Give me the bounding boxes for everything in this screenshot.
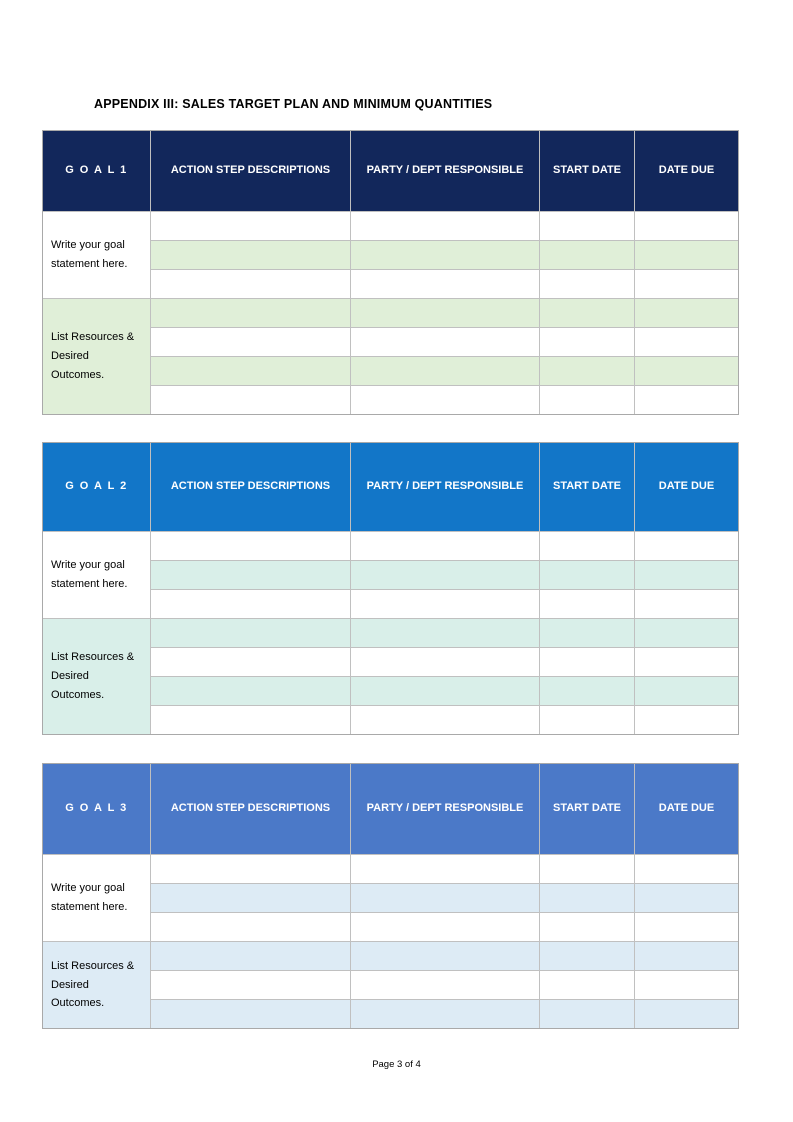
empty-cell[interactable] bbox=[151, 211, 351, 240]
empty-cell[interactable] bbox=[351, 999, 540, 1028]
empty-cell[interactable] bbox=[351, 327, 540, 356]
empty-cell[interactable] bbox=[151, 970, 351, 999]
empty-cell[interactable] bbox=[151, 999, 351, 1028]
empty-cell[interactable] bbox=[635, 211, 738, 240]
empty-cell[interactable] bbox=[351, 560, 540, 589]
column-header-start-date: START DATE bbox=[540, 764, 635, 854]
empty-cell[interactable] bbox=[635, 298, 738, 327]
column-header-date-due: DATE DUE bbox=[635, 443, 738, 531]
empty-cell[interactable] bbox=[540, 589, 635, 618]
empty-cell[interactable] bbox=[151, 676, 351, 705]
empty-cell[interactable] bbox=[635, 560, 738, 589]
empty-cell[interactable] bbox=[635, 970, 738, 999]
empty-cell[interactable] bbox=[540, 618, 635, 647]
empty-cell[interactable] bbox=[351, 269, 540, 298]
resources-outcomes-label: List Resources & Desired Outcomes. bbox=[43, 618, 151, 734]
empty-cell[interactable] bbox=[151, 941, 351, 970]
empty-cell[interactable] bbox=[635, 705, 738, 734]
column-header-party-dept: PARTY / DEPT RESPONSIBLE bbox=[351, 443, 540, 531]
empty-cell[interactable] bbox=[351, 676, 540, 705]
empty-cell[interactable] bbox=[151, 356, 351, 385]
empty-cell[interactable] bbox=[635, 531, 738, 560]
empty-cell[interactable] bbox=[351, 298, 540, 327]
empty-cell[interactable] bbox=[540, 854, 635, 883]
column-header-action-steps: ACTION STEP DESCRIPTIONS bbox=[151, 131, 351, 211]
empty-cell[interactable] bbox=[151, 269, 351, 298]
empty-cell[interactable] bbox=[540, 941, 635, 970]
empty-cell[interactable] bbox=[351, 912, 540, 941]
goal-3-table bbox=[42, 763, 739, 1029]
empty-cell[interactable] bbox=[151, 618, 351, 647]
column-header-party-dept: PARTY / DEPT RESPONSIBLE bbox=[351, 131, 540, 211]
empty-cell[interactable] bbox=[351, 705, 540, 734]
empty-cell[interactable] bbox=[151, 240, 351, 269]
goal-3-header-cell: G O A L 3 bbox=[43, 764, 151, 854]
empty-cell[interactable] bbox=[151, 589, 351, 618]
resources-outcomes-label: List Resources & Desired Outcomes. bbox=[43, 941, 151, 1028]
column-header-start-date: START DATE bbox=[540, 443, 635, 531]
empty-cell[interactable] bbox=[540, 883, 635, 912]
empty-cell[interactable] bbox=[635, 912, 738, 941]
empty-cell[interactable] bbox=[540, 327, 635, 356]
empty-cell[interactable] bbox=[151, 531, 351, 560]
empty-cell[interactable] bbox=[635, 647, 738, 676]
empty-cell[interactable] bbox=[635, 589, 738, 618]
empty-cell[interactable] bbox=[540, 705, 635, 734]
empty-cell[interactable] bbox=[540, 240, 635, 269]
column-header-party-dept: PARTY / DEPT RESPONSIBLE bbox=[351, 764, 540, 854]
page-number: Page 3 of 4 bbox=[372, 1059, 421, 1070]
empty-cell[interactable] bbox=[151, 647, 351, 676]
empty-cell[interactable] bbox=[635, 356, 738, 385]
empty-cell[interactable] bbox=[151, 883, 351, 912]
empty-cell[interactable] bbox=[151, 327, 351, 356]
empty-cell[interactable] bbox=[540, 912, 635, 941]
empty-cell[interactable] bbox=[351, 941, 540, 970]
empty-cell[interactable] bbox=[151, 385, 351, 414]
empty-cell[interactable] bbox=[635, 999, 738, 1028]
empty-cell[interactable] bbox=[351, 211, 540, 240]
empty-cell[interactable] bbox=[635, 883, 738, 912]
empty-cell[interactable] bbox=[351, 589, 540, 618]
empty-cell[interactable] bbox=[540, 676, 635, 705]
empty-cell[interactable] bbox=[351, 883, 540, 912]
empty-cell[interactable] bbox=[540, 999, 635, 1028]
empty-cell[interactable] bbox=[351, 356, 540, 385]
page-heading: APPENDIX III: SALES TARGET PLAN AND MINIMUM QUANTITIES bbox=[94, 97, 493, 111]
resources-outcomes-label: List Resources & Desired Outcomes. bbox=[43, 298, 151, 414]
empty-cell[interactable] bbox=[540, 560, 635, 589]
empty-cell[interactable] bbox=[151, 705, 351, 734]
empty-cell[interactable] bbox=[635, 676, 738, 705]
column-header-action-steps: ACTION STEP DESCRIPTIONS bbox=[151, 443, 351, 531]
empty-cell[interactable] bbox=[351, 647, 540, 676]
column-header-date-due: DATE DUE bbox=[635, 131, 738, 211]
empty-cell[interactable] bbox=[351, 240, 540, 269]
empty-cell[interactable] bbox=[151, 560, 351, 589]
empty-cell[interactable] bbox=[635, 269, 738, 298]
empty-cell[interactable] bbox=[635, 240, 738, 269]
goal-statement-label: Write your goal statement here. bbox=[43, 854, 151, 941]
empty-cell[interactable] bbox=[540, 269, 635, 298]
empty-cell[interactable] bbox=[635, 854, 738, 883]
empty-cell[interactable] bbox=[540, 298, 635, 327]
empty-cell[interactable] bbox=[351, 854, 540, 883]
empty-cell[interactable] bbox=[635, 327, 738, 356]
empty-cell[interactable] bbox=[151, 912, 351, 941]
goal-1-table bbox=[42, 130, 739, 415]
empty-cell[interactable] bbox=[540, 356, 635, 385]
empty-cell[interactable] bbox=[540, 531, 635, 560]
goal-statement-label: Write your goal statement here. bbox=[43, 531, 151, 618]
goal-2-table bbox=[42, 442, 739, 735]
empty-cell[interactable] bbox=[151, 298, 351, 327]
empty-cell[interactable] bbox=[635, 385, 738, 414]
empty-cell[interactable] bbox=[351, 385, 540, 414]
empty-cell[interactable] bbox=[351, 970, 540, 999]
column-header-action-steps: ACTION STEP DESCRIPTIONS bbox=[151, 764, 351, 854]
goal-statement-label: Write your goal statement here. bbox=[43, 211, 151, 298]
column-header-start-date: START DATE bbox=[540, 131, 635, 211]
empty-cell[interactable] bbox=[351, 531, 540, 560]
empty-cell[interactable] bbox=[540, 970, 635, 999]
empty-cell[interactable] bbox=[540, 385, 635, 414]
column-header-date-due: DATE DUE bbox=[635, 764, 738, 854]
goal-2-header-cell: G O A L 2 bbox=[43, 443, 151, 531]
empty-cell[interactable] bbox=[635, 618, 738, 647]
empty-cell[interactable] bbox=[540, 211, 635, 240]
empty-cell[interactable] bbox=[540, 647, 635, 676]
goal-1-header-cell: G O A L 1 bbox=[43, 131, 151, 211]
empty-cell[interactable] bbox=[635, 941, 738, 970]
empty-cell[interactable] bbox=[151, 854, 351, 883]
empty-cell[interactable] bbox=[351, 618, 540, 647]
